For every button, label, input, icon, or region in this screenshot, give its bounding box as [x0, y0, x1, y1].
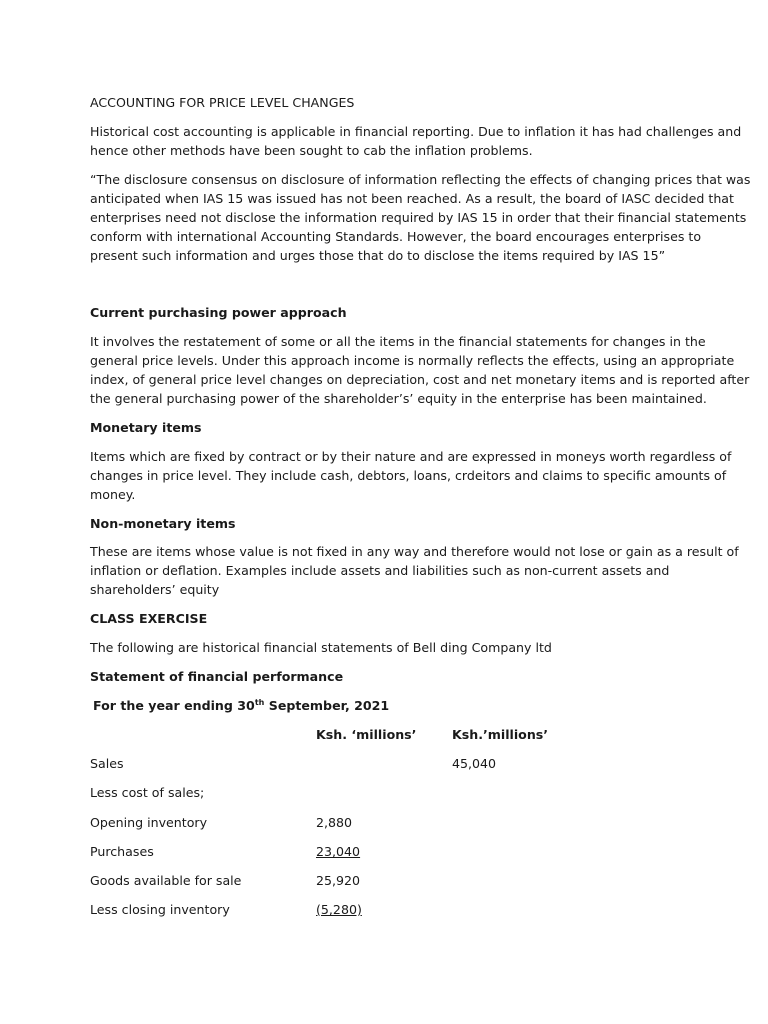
quote-line-4: conform with international Accounting Standards. However, the board encourages enterprises to	[90, 229, 702, 244]
row-value-opening-inventory: 2,880	[316, 815, 353, 830]
cpp-line-2: general price levels. Under this approach income is normally reflects the effects, using an appropriate	[90, 353, 735, 368]
exercise-heading: CLASS EXERCISE	[90, 611, 208, 626]
row-label-goods-available: Goods available for sale	[90, 873, 242, 888]
row-value-closing-inventory: (5,280)	[316, 902, 362, 917]
quote-line-5: present such information and urges those that do to disclose the items required by IAS 15”	[90, 248, 666, 263]
document-heading: ACCOUNTING FOR PRICE LEVEL CHANGES	[90, 95, 355, 110]
quote-line-1: “The disclosure consensus on disclosure of information reflecting the effects of changing prices that was	[90, 172, 751, 187]
cpp-line-4: the general purchasing power of the shareholder’s’ equity in the enterprise has been maintained.	[90, 391, 707, 406]
row-label-opening-inventory: Opening inventory	[90, 815, 208, 830]
intro-line-2: hence other methods have been sought to cab the inflation problems.	[90, 143, 533, 158]
nonmonetary-line-3: shareholders’ equity	[90, 582, 220, 597]
row-label-sales: Sales	[90, 756, 124, 771]
exercise-intro: The following are historical financial statements of Bell ding Company ltd	[90, 640, 552, 655]
monetary-line-2: changes in price level. They include cash, debtors, loans, crdeitors and claims to specific amounts of	[90, 468, 727, 483]
monetary-line-1: Items which are fixed by contract or by their nature and are expressed in moneys worth regardless of	[90, 449, 732, 464]
row-value-purchases: 23,040	[316, 844, 361, 859]
quote-line-2: anticipated when IAS 15 was issued has not been reached. As a result, the board of IASC decided that	[90, 191, 734, 206]
row-label-purchases: Purchases	[90, 844, 154, 859]
column-header-1: Ksh. ‘millions’	[316, 727, 417, 742]
row-value-sales: 45,040	[452, 756, 497, 771]
intro-line-1: Historical cost accounting is applicable in financial reporting. Due to inflation it has had challenges and	[90, 124, 742, 139]
cpp-heading: Current purchasing power approach	[90, 305, 347, 320]
nonmonetary-line-1: These are items whose value is not fixed in any way and therefore would not lose or gain as a result of	[90, 544, 739, 559]
statement-title: Statement of financial performance	[90, 669, 344, 684]
monetary-line-3: money.	[90, 487, 136, 502]
statement-period: For the year ending 30th September, 2021	[93, 697, 390, 713]
cpp-line-1: It involves the restatement of some or all the items in the financial statements for changes in the	[90, 334, 706, 349]
row-label-less-cost-of-sales: Less cost of sales;	[90, 785, 205, 800]
nonmonetary-heading: Non-monetary items	[90, 516, 236, 531]
monetary-heading: Monetary items	[90, 420, 202, 435]
row-label-closing-inventory: Less closing inventory	[90, 902, 230, 917]
row-value-goods-available: 25,920	[316, 873, 361, 888]
quote-line-3: enterprises need not disclose the information required by IAS 15 in order that their financial statements	[90, 210, 747, 225]
cpp-line-3: index, of general price level changes on depreciation, cost and net monetary items and is reported after	[90, 372, 750, 387]
column-header-2: Ksh.’millions’	[452, 727, 549, 742]
nonmonetary-line-2: inflation or deflation. Examples include assets and liabilities such as non-current assets and	[90, 563, 670, 578]
